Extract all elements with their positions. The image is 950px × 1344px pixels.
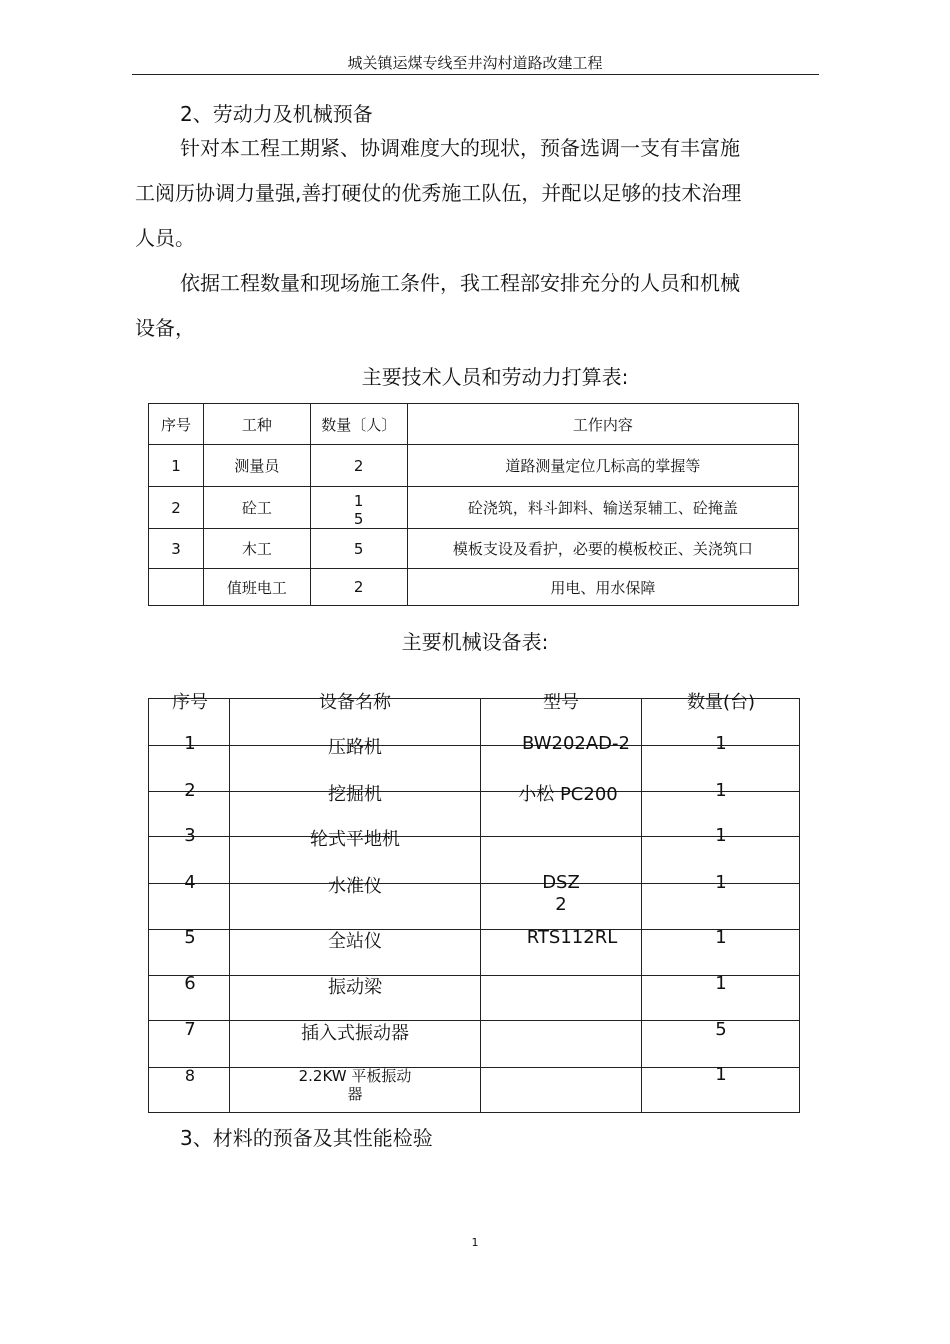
cell-qty-line-1: 1 — [353, 492, 364, 510]
cell-no: 1 — [149, 445, 204, 487]
cell-type: 值班电工 — [203, 569, 310, 606]
cell-type: 砼工 — [203, 487, 310, 529]
column-divider — [641, 699, 642, 1112]
cell-qty: 2 — [310, 569, 407, 606]
header-cell: 工作内容 — [407, 404, 798, 445]
cell-no: 2 — [149, 487, 204, 529]
equipment-cell-name-line-1: 2.2KW 平板振动 — [298, 1067, 412, 1085]
column-divider — [229, 699, 230, 1112]
equipment-cell-no: 6 — [184, 973, 196, 994]
page-number: 1 — [471, 1236, 479, 1249]
equipment-cell-model: RTS112RL — [526, 927, 618, 948]
equipment-cell-no: 3 — [184, 825, 196, 846]
equipment-cell-no: 2 — [184, 780, 196, 801]
paragraph-1-line-2: 工阅历协调力量强,善打硬仗的优秀施工队伍，并配以足够的技术治理 — [135, 181, 742, 205]
equipment-cell-model: BW202AD-2 — [522, 733, 630, 754]
equipment-cell-no: 1 — [184, 733, 196, 754]
equipment-cell-no: 4 — [184, 872, 196, 893]
equipment-cell-name: 振动梁 — [328, 977, 382, 998]
cell-type: 木工 — [203, 529, 310, 569]
equipment-table-caption: 主要机械设备表: — [401, 630, 549, 654]
cell-qty — [310, 487, 407, 529]
equipment-cell-model — [481, 872, 641, 916]
equipment-cell-qty: 1 — [715, 825, 727, 846]
equipment-cell-name: 全站仪 — [328, 931, 382, 952]
header-divider — [132, 74, 819, 75]
equipment-cell-qty: 1 — [715, 733, 727, 754]
paragraph-1-line-3: 人员。 — [135, 226, 195, 250]
document-header-title: 城关镇运煤专线至井沟村道路改建工程 — [347, 54, 603, 72]
equipment-cell-qty: 1 — [715, 780, 727, 801]
cell-type: 测量员 — [203, 445, 310, 487]
table-row — [149, 487, 799, 529]
equipment-header-name: 设备名称 — [319, 692, 391, 713]
labor-table-caption: 主要技术人员和劳动力打算表: — [361, 365, 629, 389]
equipment-cell-name-line-2: 器 — [347, 1085, 363, 1103]
cell-qty: 2 — [310, 445, 407, 487]
equipment-header-qty: 数量(台) — [686, 692, 756, 713]
cell-content: 道路测量定位几标高的掌握等 — [407, 445, 798, 487]
table-row — [149, 569, 799, 606]
paragraph-2-line-2: 设备， — [135, 316, 195, 340]
equipment-table — [148, 698, 800, 1113]
cell-no: 3 — [149, 529, 204, 569]
equipment-cell-name: 挖掘机 — [328, 784, 382, 805]
equipment-cell-qty: 5 — [715, 1019, 727, 1040]
paragraph-1-line-1: 针对本工程工期紧、协调难度大的现状，预备选调一支有丰富施 — [180, 136, 740, 160]
equipment-cell-no: 8 — [184, 1066, 196, 1085]
cell-content: 砼浇筑，料斗卸料、输送泵辅工、砼掩盖 — [407, 487, 798, 529]
equipment-cell-qty: 1 — [715, 973, 727, 994]
header-cell: 数量〔人〕 — [310, 404, 407, 445]
equipment-cell-name: 压路机 — [328, 737, 382, 758]
paragraph-2-line-1: 依据工程数量和现场施工条件，我工程部安排充分的人员和机械 — [180, 271, 740, 295]
equipment-cell-no: 7 — [184, 1019, 196, 1040]
equipment-cell-name: 轮式平地机 — [310, 829, 400, 850]
table-row — [149, 445, 799, 487]
equipment-cell-name — [230, 1067, 480, 1103]
header-cell: 序号 — [149, 404, 204, 445]
equipment-cell-model-line-1: DSZ — [542, 872, 580, 893]
equipment-header-model: 型号 — [543, 692, 579, 713]
table-header-row — [149, 404, 799, 445]
equipment-cell-model-line-2: 2 — [555, 894, 567, 915]
equipment-cell-name: 水准仪 — [328, 876, 382, 897]
section-2-heading: 2、劳动力及机械预备 — [180, 102, 373, 126]
section-3-heading: 3、材料的预备及其性能检验 — [180, 1126, 433, 1150]
equipment-cell-name: 插入式振动器 — [301, 1023, 409, 1044]
cell-no — [149, 569, 204, 606]
equipment-cell-qty: 1 — [715, 927, 727, 948]
table-row — [149, 529, 799, 569]
equipment-header-no: 序号 — [172, 692, 208, 713]
labor-table — [148, 403, 799, 606]
equipment-cell-qty: 1 — [715, 872, 727, 893]
header-cell: 工种 — [203, 404, 310, 445]
equipment-cell-model: 小松 PC200 — [518, 784, 618, 805]
cell-content: 模板支设及看护，必要的模板校正、关浇筑口 — [407, 529, 798, 569]
cell-qty-line-2: 5 — [353, 510, 364, 528]
cell-content: 用电、用水保障 — [407, 569, 798, 606]
equipment-cell-qty: 1 — [715, 1064, 727, 1085]
equipment-cell-no: 5 — [184, 927, 196, 948]
cell-qty: 5 — [310, 529, 407, 569]
